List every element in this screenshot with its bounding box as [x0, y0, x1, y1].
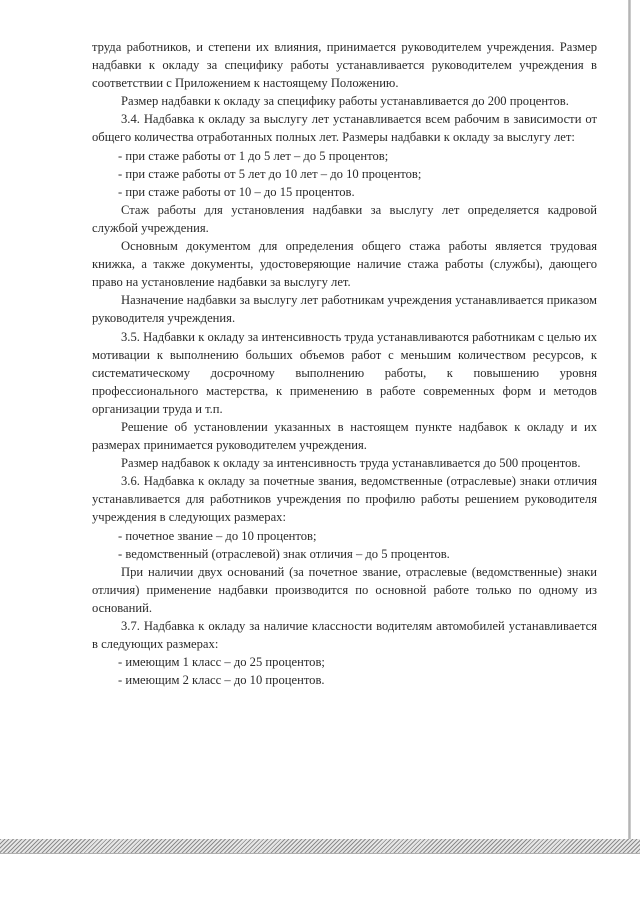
- scan-edge-line: [0, 853, 640, 854]
- paragraph: Размер надбавки к окладу за специфику работы устанавливается до 200 процентов.: [121, 94, 569, 109]
- list-item: - при стаже работы от 5 лет до 10 лет – до 10 процентов;: [118, 166, 422, 181]
- paragraph: 3.6. Надбавка к окладу за почетные звания, ведомственные (отраслевые) знаки отличия устанавливается для работников учреждения по профилю работы решением руководителя учреждения в следующих размерах:: [92, 474, 597, 525]
- paragraph: Стаж работы для установления надбавки за выслугу лет определяется кадровой службой учреждения.: [92, 202, 597, 235]
- paragraph: труда работников, и степени их влияния, принимается руководителем учреждения. Размер надбавки к окладу за специфику работы устанавливается руководителем учреждения в соответствии с Приложением к настоящему Положению.: [92, 40, 597, 91]
- list-item: - почетное звание – до 10 процентов;: [118, 528, 317, 543]
- scan-edge-band: [0, 839, 640, 853]
- list-item: - ведомственный (отраслевой) знак отличия – до 5 процентов.: [118, 546, 450, 561]
- scan-page-edge: [628, 0, 631, 842]
- paragraph: Основным документом для определения общего стажа работы является трудовая книжка, а также документы, удостоверяющие наличие стажа работы (службы), дающего право на установление надбавки за выслугу лет.: [92, 239, 597, 290]
- list-item: - при стаже работы от 10 – до 15 процентов.: [118, 184, 355, 199]
- list-item: - при стаже работы от 1 до 5 лет – до 5 процентов;: [118, 148, 389, 163]
- paragraph: 3.4. Надбавка к окладу за выслугу лет устанавливается всем рабочим в зависимости от общего количества отработанных полных лет. Размеры надбавки к окладу за выслугу лет:: [92, 112, 597, 145]
- paragraph: Размер надбавок к окладу за интенсивность труда устанавливается до 500 процентов.: [121, 456, 581, 471]
- paragraph: Решение об установлении указанных в настоящем пункте надбавок к окладу и их размерах принимается руководителем учреждения.: [92, 419, 597, 453]
- paragraph: При наличии двух оснований (за почетное звание, отраслевые (ведомственные) знаки отличия) применение надбавки производится по основной работе только по одному из оснований.: [92, 564, 597, 615]
- document-body: [92, 38, 597, 689]
- paragraph: 3.7. Надбавка к окладу за наличие классности водителям автомобилей устанавливается в следующих размерах:: [92, 619, 597, 652]
- list-item: - имеющим 1 класс – до 25 процентов;: [118, 655, 325, 670]
- list-item: - имеющим 2 класс – до 10 процентов.: [118, 673, 325, 688]
- paragraph: 3.5. Надбавки к окладу за интенсивность труда устанавливаются работникам с целью их мотивации к выполнению больших объемов работ с меньшим количеством ресурсов, к систематическому досрочному выполнению работы, к повышению уровня профессионального мастерства, к применению в работе современных форм и методов организации труда и т.п.: [92, 329, 597, 416]
- paragraph: Назначение надбавки за выслугу лет работникам учреждения устанавливается приказом руководителя учреждения.: [92, 293, 597, 326]
